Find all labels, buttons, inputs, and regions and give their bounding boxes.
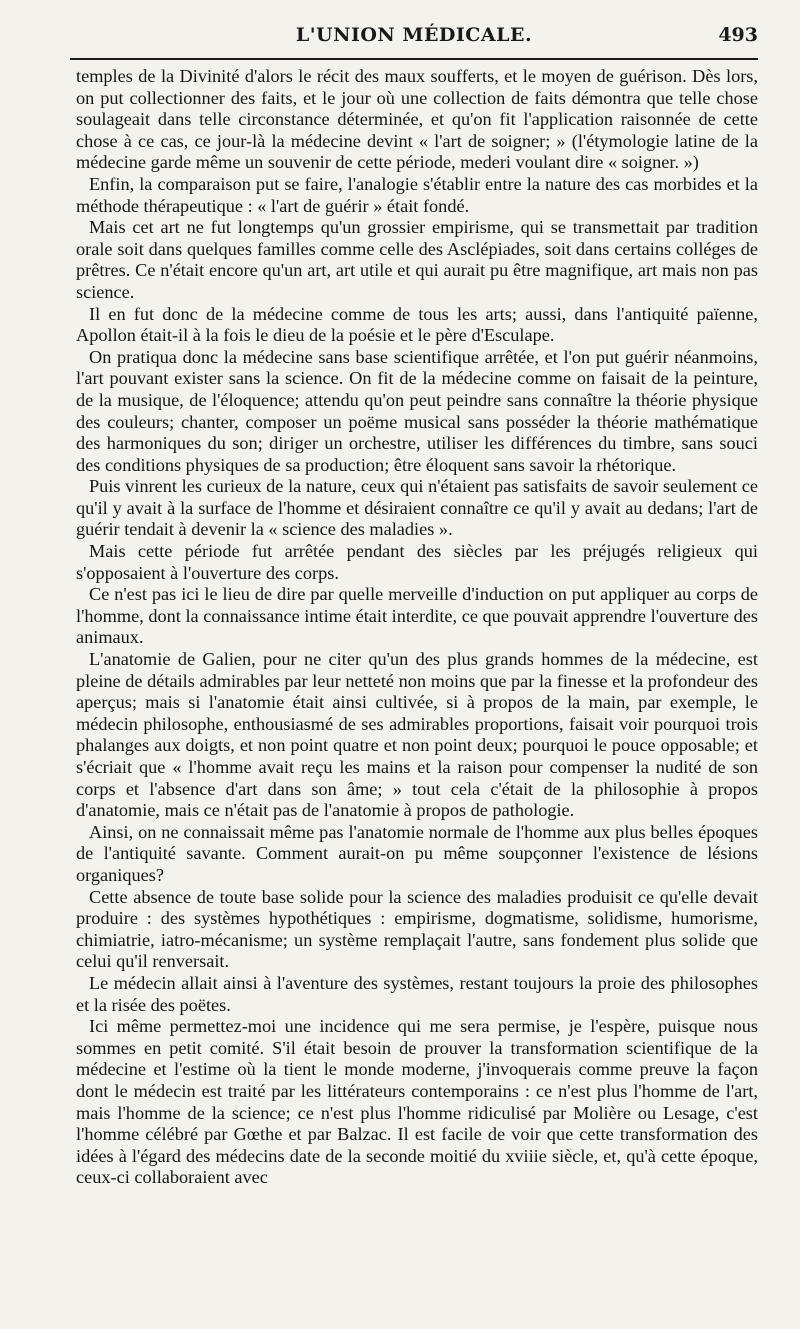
paragraph: Cette absence de toute base solide pour la science des maladies produisit ce qu'elle devait produire : des systèmes hypothétiques : empirisme, dogmatisme, solidisme, humorisme, chimiatrie, iatro-mécanisme; un système remplaçait l'autre, sans fondement plus solide que celui qu'il renversait. [76, 886, 758, 972]
paragraph: Mais cet art ne fut longtemps qu'un grossier empirisme, qui se transmettait par tradition orale soit dans quelques familles comme celle des Asclépiades, soit dans certains colléges de prêtres. Ce n'était encore qu'un art, art utile et qui aurait pu être magnifique, art mais non pas science. [76, 217, 758, 302]
paragraph: Il en fut donc de la médecine comme de tous les arts; aussi, dans l'antiquité païenne, Apollon était-il à la fois le dieu de la poésie et le père d'Esculape. [76, 303, 758, 346]
journal-title: L'UNION MÉDICALE. [295, 24, 533, 46]
article-body [76, 66, 758, 1189]
page-header [70, 24, 758, 58]
paragraph: Enfin, la comparaison put se faire, l'analogie s'établir entre la nature des cas morbides et la méthode thérapeutique : « l'art de guérir » était fondé. [76, 173, 758, 216]
paragraph: temples de la Divinité d'alors le récit des maux soufferts, et le moyen de guérison. Dès lors, on put collectionner des faits, et le jour où une collection de faits démontra que telle chose soulageait dans telle circonstance déterminée, et qu'on fit l'application raisonnée de cette chose à ce cas, ce jour-là la médecine devint « l'art de soigner; » (l'étymologie latine de la médecine garde même un souvenir de cette période, mederi voulant dire « soigner. ») [76, 66, 758, 173]
paragraph: Mais cette période fut arrêtée pendant des siècles par les préjugés religieux qui s'opposaient à l'ouverture des corps. [76, 541, 758, 583]
header-rule [70, 58, 758, 60]
paragraph: Puis vinrent les curieux de la nature, ceux qui n'étaient pas satisfaits de savoir seulement ce qu'il y avait à la surface de l'homme et désiraient connaître ce qu'il y avait au dedans; l'art de guérir tendait à devenir la « science des maladies ». [76, 476, 758, 540]
paragraph: Le médecin allait ainsi à l'aventure des systèmes, restant toujours la proie des philosophes et la risée des poëtes. [76, 972, 758, 1015]
paragraph: Ce n'est pas ici le lieu de dire par quelle merveille d'induction on put appliquer au corps de l'homme, dont la connaissance intime était interdite, ce que pouvait apprendre l'ouverture des animaux. [76, 584, 758, 648]
paragraph: L'anatomie de Galien, pour ne citer qu'un des plus grands hommes de la médecine, est pleine de détails admirables par leur netteté non moins que par la finesse et la profondeur des aperçus; mais si l'anatomie était ainsi cultivée, si à propos de la main, par exemple, le médecin philosophe, enthousiasmé de ses admirables proportions, faisait voir pourquoi trois phalanges aux doigts, et non point quatre et non point deux; pourquoi le pouce opposable; et s'écriait que « l'homme avait reçu les mains et la raison pour compenser la nudité de son corps et l'absence d'art dans son âme; » tout cela c'était de la philosophie à propos d'anatomie, mais ce n'était pas de l'anatomie à propos de pathologie. [76, 649, 758, 821]
page-number: 493 [718, 24, 758, 46]
paragraph: On pratiqua donc la médecine sans base scientifique arrêtée, et l'on put guérir néanmoins, l'art pouvant exister sans la science. On fit de la médecine comme on faisait de la peinture, de la musique, de l'éloquence; attendu qu'on peut peindre sans connaître la théorie physique des couleurs; chanter, composer un poëme musical sans posséder la théorie mathématique des harmoniques du son; diriger un orchestre, utiliser les différences du timbre, sans souci des conditions physiques de sa production; être éloquent sans savoir la rhétorique. [76, 346, 758, 475]
paragraph: Ici même permettez-moi une incidence qui me sera permise, je l'espère, puisque nous sommes en petit comité. S'il était besoin de prouver la transformation scientifique de la médecine et l'estime où la tient le monde moderne, j'invoquerais comme preuve la façon dont le médecin est traité par les littérateurs contemporains : ce n'est plus l'homme de l'art, mais l'homme de la science; ce n'est plus l'homme ridiculisé par Molière ou Lesage, c'est l'homme célébré par Gœthe et par Balzac. Il est facile de voir que cette transformation des idées à l'égard des médecins date de la seconde moitié du xviiie siècle, et, qu'à cette époque, ceux-ci collaboraient avec [76, 1016, 758, 1188]
paragraph: Ainsi, on ne connaissait même pas l'anatomie normale de l'homme aux plus belles époques de l'antiquité savante. Comment aurait-on pu même soupçonner l'existence de lésions organiques? [76, 821, 758, 885]
